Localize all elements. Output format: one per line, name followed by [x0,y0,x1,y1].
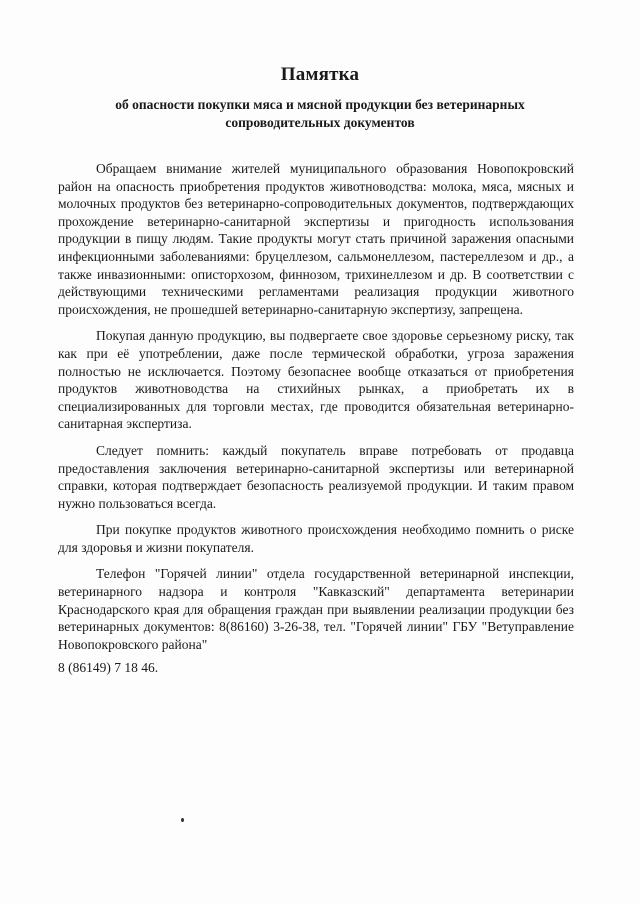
paragraph-buyer-rights: Следует помнить: каждый покупатель вправе потребовать от продавца предоставления заключения ветеринарно-санитарной экспертизы или ветеринарной справки, которая подтверждает безопасность реализуемой продукции. И таким правом нужно пользоваться всегда. [58,442,574,511]
document-title: Памятка [280,64,360,85]
hotline-phone-number: 8 (86149) 7 18 46. [58,660,159,676]
paragraph-reminder: При покупке продуктов животного происхождения необходимо помнить о риске для здоровья и жизни покупателя. [58,522,574,555]
paragraph-risk: Покупая данную продукцию, вы подвергаете свое здоровье серьезному риску, так как при её употреблении, даже после термической обработки, угроза заражения полностью не исключается. Поэтому безопаснее вообще отказаться от приобретения продуктов животноводства на стихийных рынках, а приобретать их в специализированных для торговли местах, где проводится обязательная ветеринарно-санитарная экспертиза. [58,328,574,432]
document-subtitle: об опасности покупки мяса и мясной продукции без ветеринарных сопроводительных документов [115,97,525,130]
document-body [58,160,574,677]
paragraph-hotline: Телефон "Горячей линии" отдела государственной ветеринарной инспекции, ветеринарного надзора и контроля "Кавказский" департамента ветеринарии Краснодарского края для обращения граждан при выявлении реализации продукции без ветеринарных документов: 8(86160) 3-26-38, тел. "Горячей линии" ГБУ "Ветуправление Новопокровского района" [58,566,574,652]
paragraph-warning: Обращаем внимание жителей муниципального образования Новопокровский район на опасность приобретения продуктов животноводства: молока, мяса, мясных и молочных продуктов без ветеринарно-сопроводительных документов, подтверждающих прохождение ветеринарно-санитарной экспертизы и пригодность использования продукции в пищу людям. Такие продукты могут стать причиной заражения опасными инфекционными заболеваниями: бруцеллезом, сальмонеллезом, пастереллезом и др., а также инвазионными: описторхозом, финнозом, трихинеллезом и др. В соответствии с действующими техническими регламентами реализация продукции животного происхождения, не прошедшей ветеринарно-санитарную экспертизу, запрещена. [58,161,574,317]
scan-speck [181,818,184,822]
